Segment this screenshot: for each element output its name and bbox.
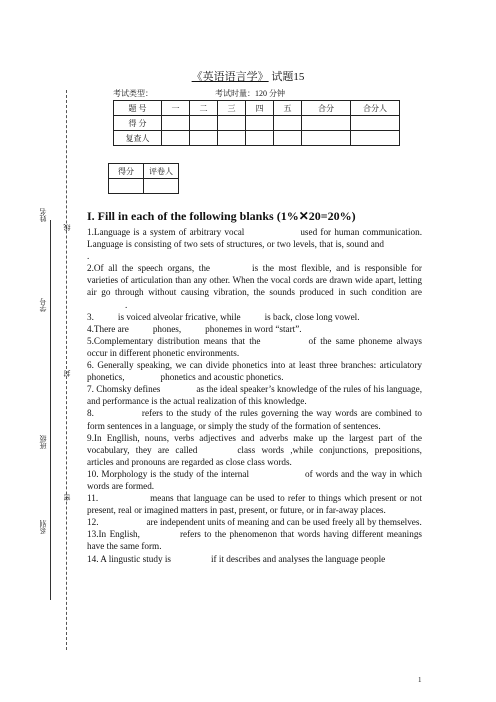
score-header: 一 [162,101,190,116]
score-row-label: 得 分 [114,116,162,131]
score-header-row [114,101,400,116]
score-header: 五 [274,101,302,116]
score-header: 四 [246,101,274,116]
score-cell[interactable] [351,116,400,131]
question-text: of the same phoneme always occur in different phonetic environments. [87,335,422,358]
question-text: 12. [87,517,99,528]
question-text: 3. [87,311,94,322]
question-text: of words and the way in which words are formed. [87,468,422,491]
question-text: used for human communication. Language is consisting of two sets of structures, or two levels, that is, sound and [87,227,422,250]
question-text: 2.Of all the speech organs, the [87,263,211,274]
question-text: refers to the phenomenon that words having different meanings have the same form. [87,529,422,552]
question-1 [87,226,422,262]
question-9 [87,432,422,468]
score-header: 合分 [302,101,351,116]
secret-mark: 密 [63,494,71,501]
score-cell[interactable] [162,131,190,146]
question-text: phonemes in word “start”. [205,323,302,334]
score-header: 二 [190,101,218,116]
question-text: . [125,299,128,310]
section-heading: I. Fill in each of the following blanks (1%✕20=20%) [87,209,356,223]
question-14 [87,553,422,565]
score-header: 合分人 [351,101,400,116]
question-5 [87,335,422,359]
question-text: 9.In Engllish, nouns, verbs adjectives and adverbs make up the largest part of the vocabulary, they are called [87,432,422,455]
reviewer-row [114,131,400,146]
question-7 [87,383,422,407]
score-row [114,116,400,131]
question-text: phonetics and acoustic phonetics. [160,372,284,383]
question-3 [87,311,422,323]
student-info-line [50,220,51,600]
question-text: 5.Complementary distribution means that the [87,335,261,346]
exam-time: 考试时量：120 分钟 [215,89,285,98]
question-10 [87,468,422,492]
exam-type: 考试类型： [113,89,153,98]
page-number: 1 [418,676,422,684]
exam-meta [113,88,285,99]
question-list [87,226,422,565]
reviewer-row-label: 复查人 [114,131,162,146]
page-title [0,68,496,84]
question-text: 8. [87,408,94,419]
grader-table [108,163,179,194]
student-id-label: 学号 [39,298,47,312]
score-cell[interactable] [302,116,351,131]
grader-score-cell[interactable] [109,179,144,194]
score-cell[interactable] [190,116,218,131]
question-6 [87,359,422,383]
question-text: are independent units of meaning and can be used freely all by themselves. [146,517,422,528]
score-table [113,100,400,146]
score-header: 题 号 [114,101,162,116]
question-text: 1.Language is a system of arbitrary vocal [87,227,245,237]
score-cell[interactable] [162,116,190,131]
question-text: . [87,251,90,262]
question-11 [87,492,422,516]
exam-number: 试题15 [271,71,305,83]
score-cell[interactable] [218,116,246,131]
question-2 [87,262,422,310]
question-4 [87,323,422,335]
course-name: 《英语语言学》 [191,71,269,83]
question-text: is voiced alveolar fricative, while [117,311,241,322]
seal-mark: 封 [63,370,71,377]
score-cell[interactable] [190,131,218,146]
question-text: 6. Generally speaking, we can divide phonetics into at least three branches: articulatory phonetics, [87,360,422,383]
score-cell[interactable] [246,131,274,146]
question-text: class words ,while conjunctions, prepositions, articles and pronouns are regarded as close class words. [87,444,422,467]
question-text: means that language can be used to refer to things which present or not present, real or imagined matters in past, present, or future, or in far-away places. [87,493,422,516]
question-text: phones, [152,323,182,334]
grader-name-cell[interactable] [144,179,179,194]
department-label: 系别 [39,520,47,534]
question-12 [87,516,422,528]
name-label: 姓名 [39,208,47,222]
question-text: refers to the study of the rules governing the way words are combined to form sentences in a language, or simply the study of the formation of sentences. [87,408,422,431]
question-13 [87,528,422,552]
class-label: 班级 [39,435,47,449]
binding-margin [0,90,80,650]
question-text: 4.There are [87,323,129,334]
score-cell[interactable] [302,131,351,146]
line-mark: 线 [63,224,71,231]
question-text: is the most flexible, and is responsible for varieties of articulation than any other. When the vocal cords are drawn wide apart, letting air go through without causing vibration, the sounds produced in such condition are [87,263,422,298]
score-cell[interactable] [274,116,302,131]
question-8 [87,407,422,431]
question-text: 11. [87,493,99,504]
question-text: is back, close long vowel. [264,311,360,322]
question-text: 13.In English, [87,529,140,540]
score-cell[interactable] [274,131,302,146]
question-text: 14. A lingustic study is [87,553,171,564]
score-cell[interactable] [351,131,400,146]
score-header: 三 [218,101,246,116]
grader-name-header: 评卷人 [144,164,179,179]
score-cell[interactable] [246,116,274,131]
question-text: as the ideal speaker’s knowledge of the rules of his language, and performance is the actual realization of this knowledge. [87,384,423,407]
question-text: 10. Morphology is the study of the internal [87,468,250,479]
question-text: 7. Chomsky defines [87,384,161,395]
grader-score-header: 得分 [109,164,144,179]
question-text: if it describes and analyses the language people [210,553,386,564]
score-cell[interactable] [218,131,246,146]
